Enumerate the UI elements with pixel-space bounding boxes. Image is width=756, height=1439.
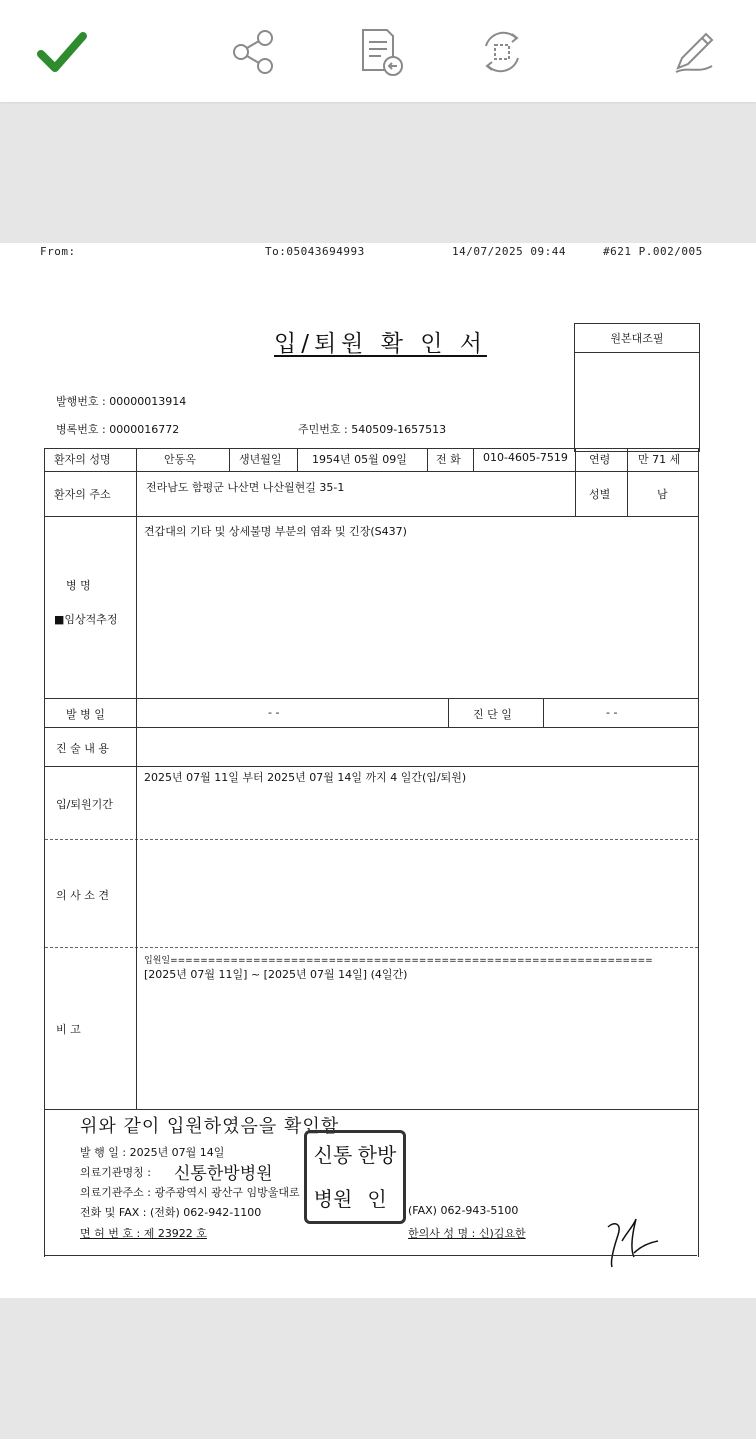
fax-to: To:05043694993	[265, 245, 365, 258]
resident-number: 주민번호 : 540509-1657513	[298, 423, 447, 436]
dob-label: 생년월일	[239, 453, 282, 466]
diagnosis-date-value: - -	[606, 706, 618, 719]
age-label: 연령	[589, 453, 611, 466]
patient-name: 안동옥	[164, 453, 196, 466]
check-icon[interactable]	[34, 24, 90, 80]
issue-date: 발 행 일 : 2025년 07월 14일	[80, 1146, 225, 1159]
share-icon[interactable]	[225, 24, 281, 80]
clinical-label: ■임상적추정	[54, 613, 118, 626]
seal-char-2: 한방	[357, 1143, 397, 1167]
remarks-label: 비 고	[56, 1023, 81, 1036]
onset-label: 발 병 일	[66, 708, 105, 721]
phone-label: 전 화	[436, 453, 461, 466]
disease-value: 견갑대의 기타 및 상세불명 부분의 염좌 및 긴장(S437)	[144, 525, 407, 538]
hospital-label: 의료기관명칭 :	[80, 1166, 151, 1179]
bottom-rule	[44, 1255, 697, 1256]
license-number: 면 허 번 호 : 제 23922 호	[80, 1227, 207, 1240]
patient-address: 전라남도 함평군 나산면 나산월현길 35-1	[146, 481, 345, 494]
patient-phone: 010-4605-7519	[483, 451, 568, 464]
statement-label: 진 술 내 용	[56, 742, 109, 755]
hospital-address: 의료기관주소 : 광주광역시 광산구 임방울대로	[80, 1186, 300, 1199]
name-label: 환자의 성명	[54, 453, 111, 466]
hospital-fax: (FAX) 062-943-5100	[408, 1204, 519, 1217]
rotate-crop-icon[interactable]	[474, 24, 530, 80]
address-label: 환자의 주소	[54, 488, 111, 501]
seal-char-4: 인	[367, 1187, 387, 1211]
seal-char-3: 병원	[313, 1187, 353, 1211]
document-revert-icon[interactable]	[354, 24, 410, 80]
period-value: 2025년 07월 11일 부터 2025년 07월 14일 까지 4 일간(입/퇴원)	[144, 771, 467, 784]
remarks-line-2: [2025년 07월 11일] ~ [2025년 07월 14일] (4일간)	[144, 968, 408, 981]
fax-page: #621 P.002/005	[603, 245, 703, 258]
patient-dob: 1954년 05월 09일	[312, 453, 407, 466]
pen-icon[interactable]	[666, 24, 722, 80]
opinion-label: 의 사 소 견	[56, 889, 109, 902]
remarks-line-1: 입원일================================================================	[144, 956, 653, 966]
document-page	[0, 243, 756, 1298]
top-toolbar	[0, 0, 756, 102]
period-label: 입/퇴원기간	[56, 798, 113, 811]
confirmation-text: 위와 같이 입원하였음을 확인함	[80, 1116, 340, 1137]
onset-value: - -	[268, 706, 280, 719]
doctor-name: 한의사 성 명 : 신)김요한	[408, 1227, 526, 1240]
hospital-seal	[304, 1130, 406, 1224]
diagnosis-date-label: 진 단 일	[473, 708, 512, 721]
original-check-label: 원본대조필	[575, 324, 699, 353]
hospital-name: 신통한방병원	[174, 1164, 273, 1184]
sex-label: 성별	[589, 488, 611, 501]
patient-age: 만 71 세	[638, 453, 681, 466]
seal-char-1: 신통	[313, 1143, 353, 1167]
disease-label: 병 명	[66, 579, 91, 592]
issue-number: 발행번호 : 00000013914	[56, 395, 187, 408]
document-title: 입/퇴원 확 인 서	[274, 331, 487, 357]
record-number: 병록번호 : 0000016772	[56, 423, 180, 436]
original-check-box	[574, 323, 700, 452]
patient-sex: 남	[657, 488, 668, 501]
doctor-signature	[604, 1213, 660, 1271]
hospital-phone: 전화 및 FAX : (전화) 062-942-1100	[80, 1206, 262, 1219]
fax-from: From:	[40, 245, 76, 258]
fax-datetime: 14/07/2025 09:44	[452, 245, 566, 258]
